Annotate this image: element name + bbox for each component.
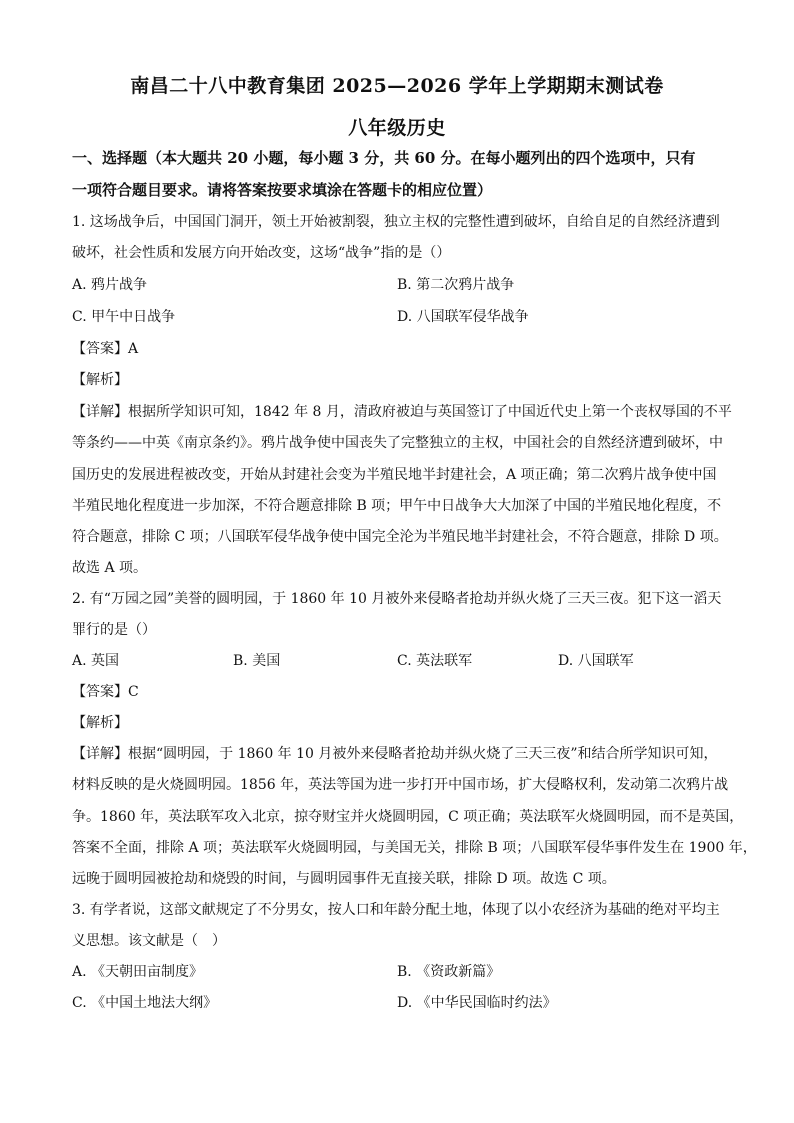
q2-answer: 【答案】C <box>72 684 139 700</box>
q2-detail-line: 远晚于圆明园被抢劫和烧毁的时间，与圆明园事件无直接关联，排除 D 项。故选 C 项。 <box>72 871 616 887</box>
q1-detail-line: 半殖民地化程度进一步加深，不符合题意排除 B 项；甲午中日战争大大加深了中国的半殖民地化程度，不 <box>72 498 722 514</box>
q1-answer: 【答案】A <box>72 341 139 357</box>
q1-option-c: C. 甲午中日战争 <box>72 309 176 325</box>
q3-stem-line-2: 义思想。该文献是（ ） <box>72 933 226 949</box>
q2-analysis-label: 【解析】 <box>72 715 128 731</box>
q1-stem-line-1: 1. 这场战争后，中国国门洞开，领土开始被割裂，独立主权的完整性遭到破坏，自给自足的自然经济遭到 <box>72 214 720 230</box>
q2-option-d: D. 八国联军 <box>558 653 634 669</box>
section-heading-line-2: 一项符合题目要求。请将答案按要求填涂在答题卡的相应位置） <box>72 181 493 199</box>
section-heading-line-1: 一、选择题（本大题共 20 小题，每小题 3 分，共 60 分。在每小题列出的四个选项中，只有 <box>72 149 696 167</box>
q1-detail-line: 等条约——中英《南京条约》。鸦片战争使中国丧失了完整独立的主权，中国社会的自然经济遭到破坏，中 <box>72 435 723 451</box>
q1-option-b: B. 第二次鸦片战争 <box>397 277 515 293</box>
q2-detail-line: 争。1860 年，英法联军攻入北京，掠夺财宝并火烧圆明园，C 项正确；英法联军火烧圆明园，而不是英国， <box>72 809 744 825</box>
q1-option-d: D. 八国联军侵华战争 <box>397 309 529 325</box>
q1-detail-line: 国历史的发展进程被改变，开始从封建社会变为半殖民地半封建社会，A 项正确；第二次鸦片战争使中国 <box>72 467 717 483</box>
q3-option-d: D. 《中华民国临时约法》 <box>397 995 557 1011</box>
q1-detail-line: 故选 A 项。 <box>72 560 148 576</box>
q3-stem-line-1: 3. 有学者说，这部文献规定了不分男女，按人口和年龄分配土地，体现了以小农经济为基础的绝对平均主 <box>72 902 720 918</box>
q2-stem-line-2: 罪行的是（） <box>72 622 156 638</box>
q3-option-c: C. 《中国土地法大纲》 <box>72 995 218 1011</box>
q2-detail-line: 材料反映的是火烧圆明园。1856 年，英法等国为进一步打开中国市场，扩大侵略权利，发动第二次鸦片战 <box>72 777 729 793</box>
q1-option-a: A. 鸦片战争 <box>72 277 148 293</box>
q1-detail-line: 【详解】根据所学知识可知，1842 年 8 月，清政府被迫与英国签订了中国近代史上第一个丧权辱国的不平 <box>72 404 732 420</box>
q2-stem-line-1: 2. 有“万园之园”美誉的圆明园，于 1860 年 10 月被外来侵略者抢劫并纵火烧了三天三夜。犯下这一滔天 <box>72 591 722 607</box>
q2-option-b: B. 美国 <box>233 653 281 669</box>
q1-analysis-label: 【解析】 <box>72 372 128 388</box>
q2-option-c: C. 英法联军 <box>397 653 473 669</box>
q1-detail-line: 符合题意，排除 C 项；八国联军侵华战争使中国完全沦为半殖民地半封建社会，不符合题意，排除 D 项。 <box>72 529 728 545</box>
exam-subtitle: 八年级历史 <box>348 117 446 139</box>
q3-option-b: B. 《资政新篇》 <box>397 964 501 980</box>
q3-option-a: A. 《天朝田亩制度》 <box>72 964 204 980</box>
q1-stem-line-2: 破坏，社会性质和发展方向开始改变，这场“战争”指的是（） <box>72 245 451 261</box>
q2-option-a: A. 英国 <box>72 653 120 669</box>
q2-detail-line: 答案不全面，排除 A 项；英法联军火烧圆明园，与美国无关，排除 B 项；八国联军侵华事件发生在 1900 年， <box>72 840 757 856</box>
q2-detail-line: 【详解】根据“圆明园，于 1860 年 10 月被外来侵略者抢劫并纵火烧了三天三夜”和结合所学知识可知， <box>72 746 718 762</box>
exam-title: 南昌二十八中教育集团 2025—2026 学年上学期期末测试卷 <box>130 75 664 97</box>
